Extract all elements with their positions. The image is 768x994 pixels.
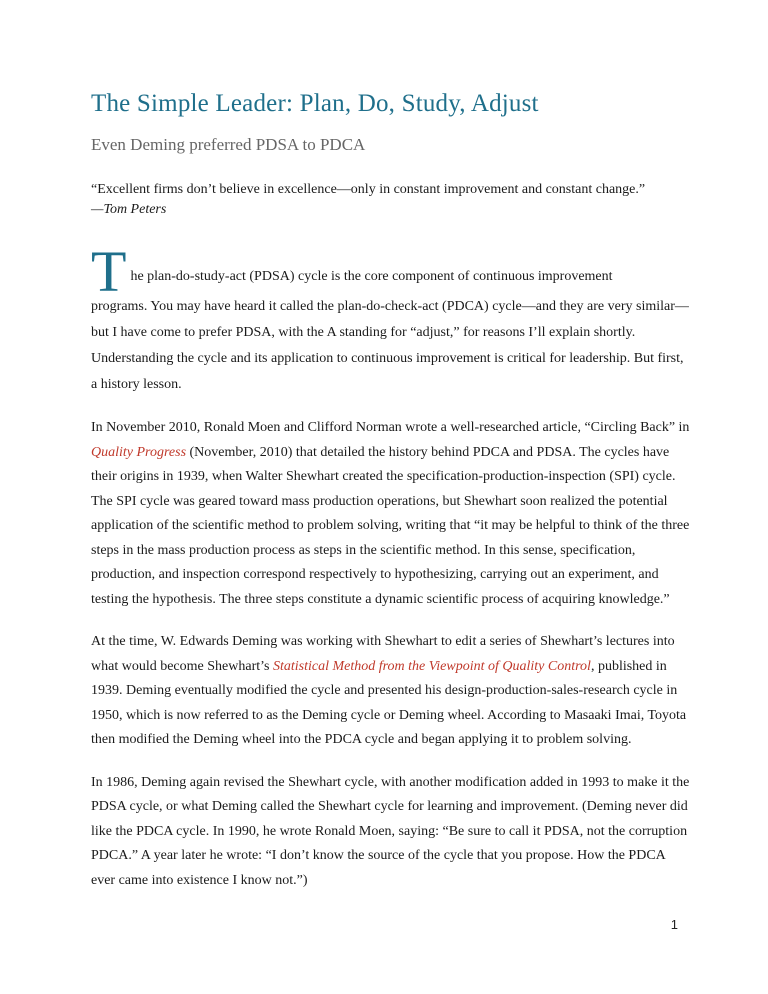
epigraph-quote xyxy=(91,180,691,220)
document-subtitle: Even Deming preferred PDSA to PDCA xyxy=(91,135,366,154)
page-number: 1 xyxy=(670,917,678,932)
paragraph-history xyxy=(91,416,691,612)
paragraph-history-text-2: (November, 2010) that detailed the history behind PDCA and PDSA. The cycles have their origins in 1939, when Walter Shewhart created the specification-production-inspection (SPI) cycle. The SPI cycle was geared toward mass production operations, but Shewhart soon realized the potential application of the scientific method to problem solving, writing that “it may be helpful to think of the three steps in the mass production process as steps in the scientific method. In this sense, specification, production, and inspection correspond respectively to hypothesizing, carrying out an experiment, and testing the hypothesis. The three steps constitute a dynamic scientific process of acquiring knowledge.” xyxy=(91,444,690,607)
lead-paragraph xyxy=(91,239,691,398)
quality-progress-link[interactable]: Quality Progress xyxy=(91,444,187,460)
document-title: The Simple Leader: Plan, Do, Study, Adjust xyxy=(91,90,539,117)
paragraph-deming-text-1: At the time, W. Edwards Deming was working with Shewhart to edit a series of Shewhart’s lectures into what would become Shewhart’s xyxy=(91,634,675,674)
paragraph-pdsa: In 1986, Deming again revised the Shewhart cycle, with another modification added in 1993 to make it the PDSA cycle, or what Deming called the Shewhart cycle for learning and improvement. (Deming never did like the PDCA cycle. In 1990, he wrote Ronald Moen, saying: “Be sure to call it PDSA, not the corruption PDCA.” A year later he wrote: “I don’t know the source of the cycle that you propose. How the PDCA ever came into existence I know not.”) xyxy=(91,774,690,888)
quote-author: —Tom Peters xyxy=(91,202,167,217)
lead-first-text: he plan-do-study-act (PDSA) cycle is the core component of continuous improvement xyxy=(130,269,613,284)
paragraph-history-text-1: In November 2010, Ronald Moen and Clifford Norman wrote a well-researched article, “Circling Back” in xyxy=(91,420,690,435)
paragraph-deming-text-2: , published in 1939. Deming eventually modified the cycle and presented his design-production-sales-research cycle in 1950, which is now referred to as the Deming cycle or Deming wheel. According to Masaaki Imai, Toyota then modified the Deming wheel into the PDCA cycle and began applying it to problem solving. xyxy=(91,658,687,747)
lead-first-line xyxy=(91,239,691,304)
quote-text: “Excellent firms don’t believe in excellence—only in constant improvement and constant change.” xyxy=(91,182,646,197)
lead-rest-text: programs. You may have heard it called the plan-do-check-act (PDCA) cycle—and they are very similar—but I have come to prefer PDSA, with the A standing for “adjust,” for reasons I’ll explain shortly. Understanding the cycle and its application to continuous improvement is critical for leadership. But first, a history lesson. xyxy=(91,299,689,392)
document-content xyxy=(91,88,691,893)
paragraph-deming xyxy=(91,630,691,753)
statistical-method-link[interactable]: Statistical Method from the Viewpoint of Quality Control xyxy=(272,658,591,674)
drop-cap: T xyxy=(91,239,127,304)
